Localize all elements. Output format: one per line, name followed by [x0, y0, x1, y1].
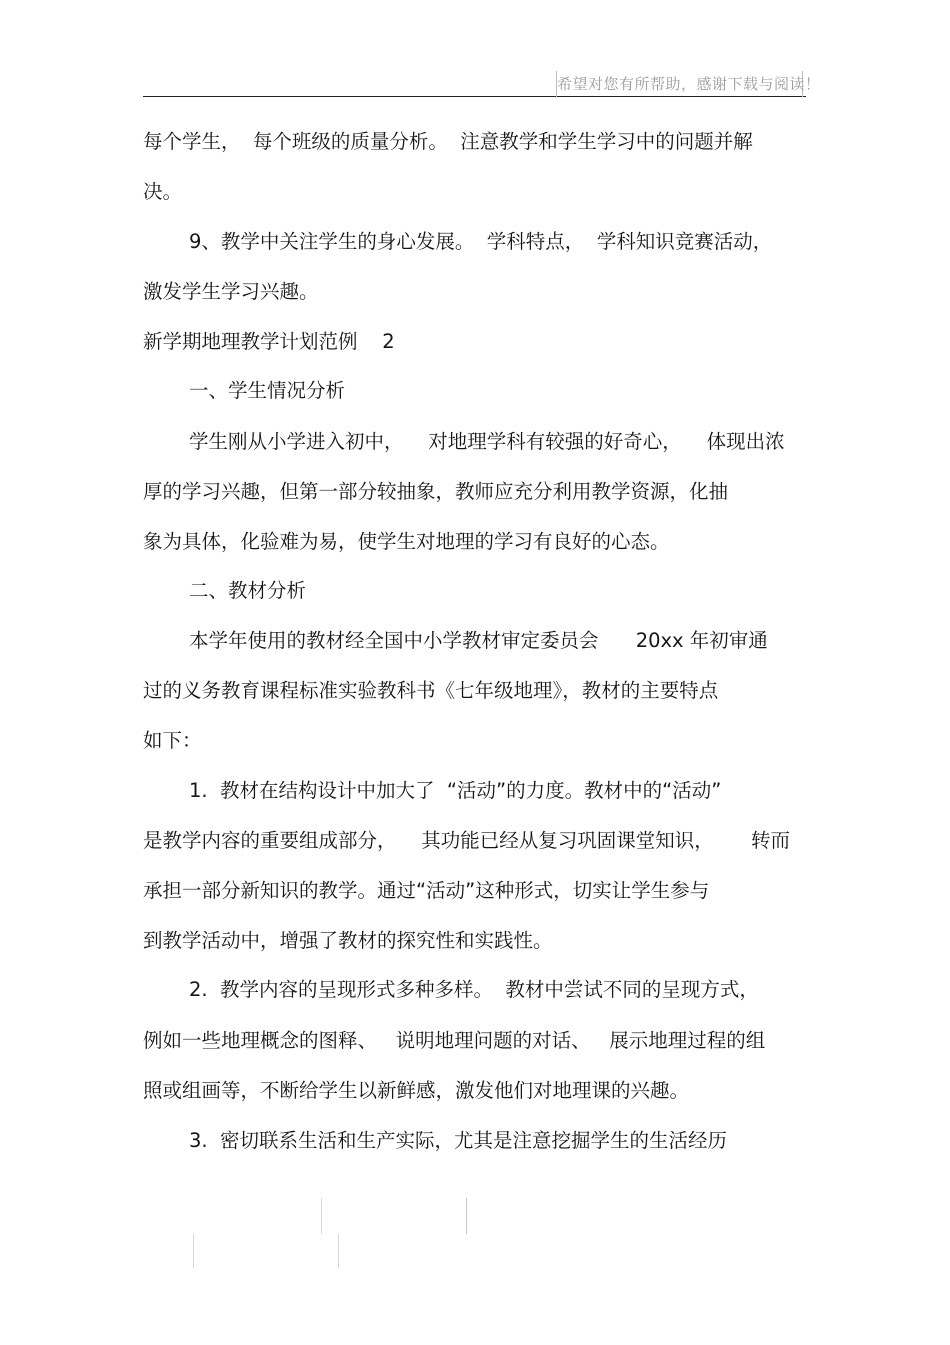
body-line: 每个学生， 每个班级的质量分析。 注意教学和学生学习中的问题并解	[143, 130, 753, 153]
body-line: 象为具体，化验难为易，使学生对地理的学习有良好的心态。	[143, 530, 670, 553]
scan-artifact-line	[466, 1198, 467, 1234]
scan-artifact-line	[193, 1234, 194, 1268]
body-line: 3. 密切联系生活和生产实际，尤其是注意挖掘学生的生活经历	[189, 1129, 728, 1152]
body-line: 例如一些地理概念的图释、 说明地理问题的对话、 展示地理过程的组	[143, 1029, 766, 1052]
scan-artifact-line	[338, 1234, 339, 1268]
section-heading: 一、学生情况分析	[189, 379, 346, 402]
scan-artifact-line	[321, 1198, 322, 1234]
body-line: 决。	[143, 180, 183, 203]
body-line: 承担一部分新知识的教学。通过“活动”这种形式，切实让学生参与	[143, 879, 710, 902]
body-line: 2. 教学内容的呈现形式多种多样。 教材中尝试不同的呈现方式，	[189, 978, 759, 1001]
body-line: 学生刚从小学进入初中， 对地理学科有较强的好奇心， 体现出浓	[189, 430, 785, 453]
body-line: 照或组画等，不断给学生以新鲜感，激发他们对地理课的兴趣。	[143, 1079, 690, 1102]
body-line: 本学年使用的教材经全国中小学教材审定委员会 20xx 年初审通	[189, 629, 768, 652]
body-line: 到教学活动中，增强了教材的探究性和实践性。	[143, 929, 553, 952]
body-line: 是教学内容的重要组成部分， 其功能已经从复习巩固课堂知识， 转而	[143, 829, 790, 852]
body-line: 如下：	[143, 729, 202, 752]
body-line: 激发学生学习兴趣。	[143, 280, 319, 303]
section-heading: 二、教材分析	[189, 579, 307, 602]
body-line: 9、教学中关注学生的身心发展。 学科特点， 学科知识竞赛活动，	[189, 230, 773, 253]
body-line: 1. 教材在结构设计中加大了 “活动”的力度。教材中的“活动”	[189, 779, 722, 802]
body-line: 过的义务教育课程标准实验教科书《七年级地理》，教材的主要特点	[143, 679, 719, 702]
section-title: 新学期地理教学计划范例 2	[143, 330, 395, 353]
body-line: 厚的学习兴趣，但第一部分较抽象，教师应充分利用教学资源，化抽	[143, 480, 729, 503]
header-note: 希望对您有所帮助，感谢下载与阅读！	[556, 71, 803, 97]
